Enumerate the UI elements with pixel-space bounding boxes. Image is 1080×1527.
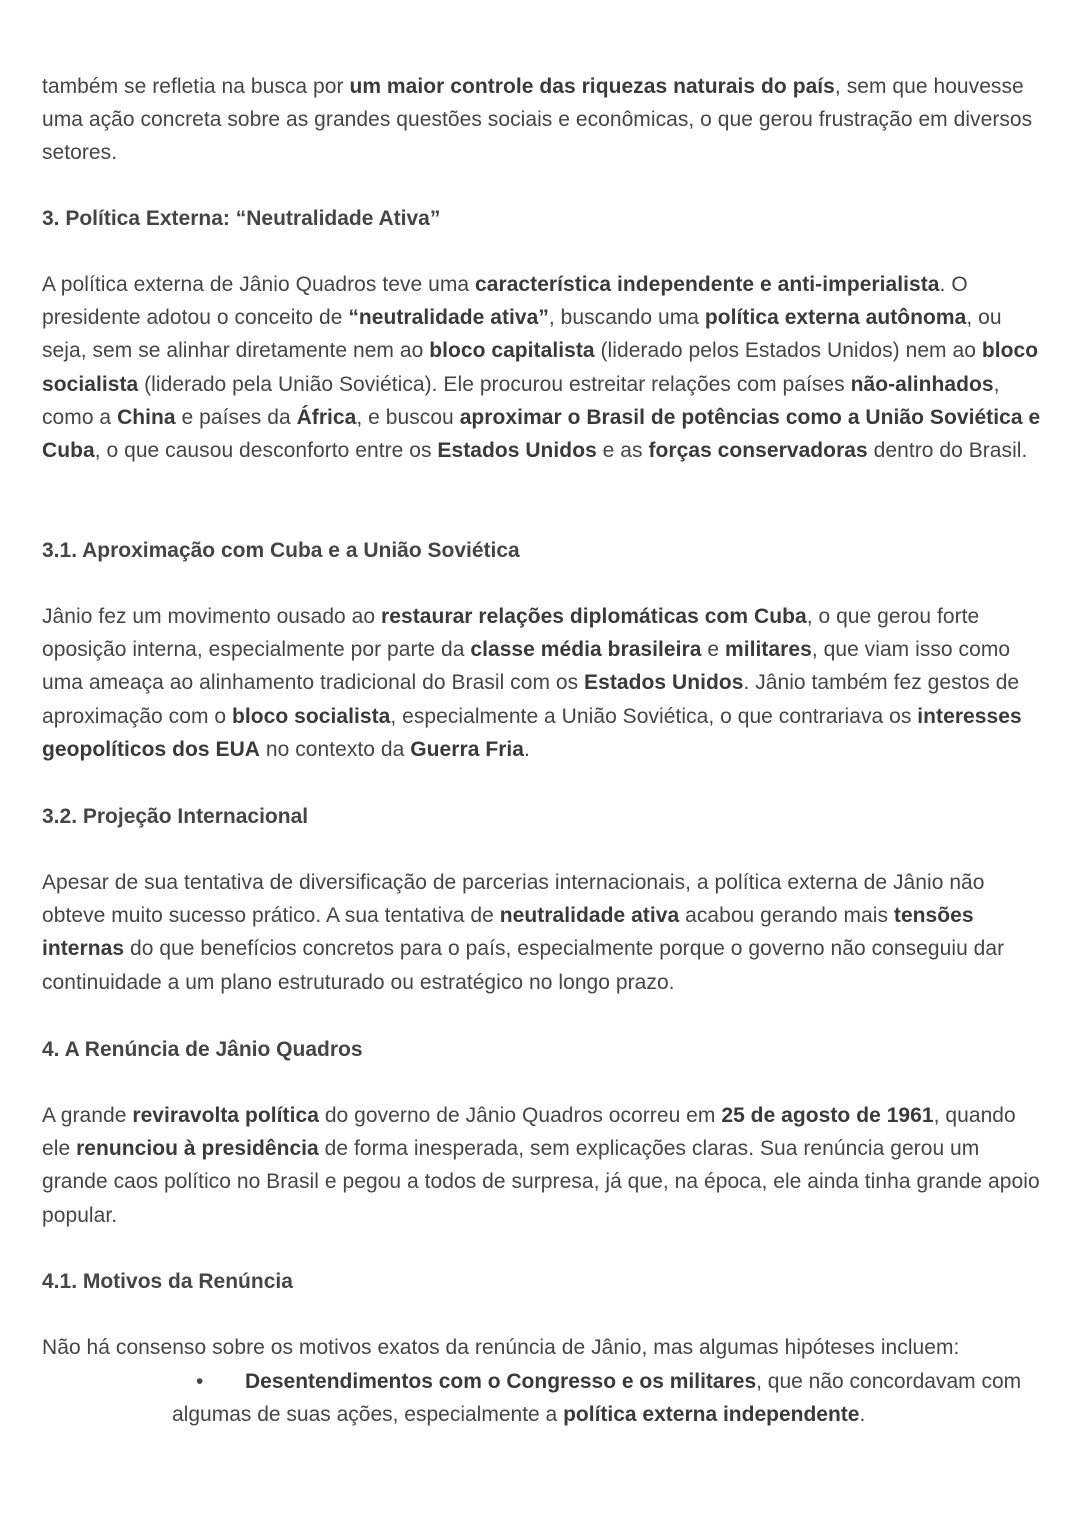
bold-text: tensões internas [42,904,974,961]
bold-text: restaurar relações diplomáticas com Cuba [381,605,807,628]
bold-text: África [296,405,357,429]
bold-text: Desentendimentos com o Congresso e os militares [245,1370,757,1393]
paragraph-cuba-ussr [42,600,1042,766]
bold-text: forças conservadoras [648,439,868,463]
bold-text: “neutralidade ativa” [348,306,549,330]
paragraph-resignation [42,1099,1042,1232]
bold-text: política externa independente [563,1403,860,1427]
section-heading-3-1: 3.1. Aproximação com Cuba e a União Soviética [42,539,520,562]
text: , que não concordavam com algumas de suas ações, especialmente a [172,1370,1022,1427]
bold-text: aproximar o Brasil de potências como a União Soviética e Cuba [42,405,1041,463]
bold-text: China [117,405,176,429]
text: dentro do Brasil. [867,439,1028,463]
text: Apesar de sua tentativa de diversificação de parcerias internacionais, a política externa de Jânio não obteve muito sucesso prático. A sua tentativa de [42,871,985,928]
section-heading-3-2: 3.2. Projeção Internacional [42,805,309,828]
bold-text: bloco capitalista [429,339,595,363]
text: A política externa de Jânio Quadros teve uma [42,273,476,296]
bold-text: bloco socialista [231,704,391,728]
text: (liderado pelos Estados Unidos) nem ao [594,339,982,363]
bold-text: bloco socialista [42,339,1039,396]
text: . Jânio também fez gestos de aproximação com o [42,671,1020,728]
text: do governo de Jânio Quadros ocorreu em [318,1104,722,1127]
section-heading-4-1: 4.1. Motivos da Renúncia [42,1270,293,1293]
text: no contexto da [260,737,411,761]
section-heading-3: 3. Política Externa: “Neutralidade Ativa” [42,207,441,230]
bold-text: classe média brasileira [470,638,702,662]
text: , e buscou [356,405,460,429]
text: . O presidente adotou o conceito de [42,273,968,330]
text: , o que causou desconforto entre os [94,439,438,463]
bold-text: política externa autônoma [704,306,967,330]
text: , ou seja, sem se alinhar diretamente nem ao [42,306,1002,363]
paragraph-foreign-policy [42,268,1042,467]
bullet-marker: • [196,1370,204,1393]
paragraph-motives-intro: Não há consenso sobre os motivos exatos da renúncia de Jânio, mas algumas hipóteses incluem: [42,1336,960,1359]
bold-text: não-alinhados [850,372,994,396]
bold-text: característica independente e anti-imperialista [475,273,940,296]
bold-text: neutralidade ativa [499,904,680,928]
text: de forma inesperada, sem explicações claras. Sua renúncia gerou um grande caos político no Brasil e pegou a todos de surpresa, já que, na época, ele ainda tinha grande apoio popular. [42,1137,1040,1227]
text: , especialmente a União Soviética, o que contrariava os [390,704,918,728]
text: , que viam isso como uma ameaça ao alinhamento tradicional do Brasil com os [42,638,1011,695]
bold-text: Estados Unidos [584,671,744,695]
list-item [172,1365,1042,1431]
text: (liderado pela União Soviética). Ele procurou estreitar relações com países [138,372,851,396]
text: e países da [175,405,297,429]
text: e [701,638,725,662]
bold-text: Guerra Fria [410,737,525,761]
text: , como a [42,372,1000,429]
text: , quando ele [42,1104,1016,1161]
text: , buscando uma [548,306,705,330]
text: , sem que houvesse uma ação concreta sobre as grandes questões sociais e econômicas, o que gerou frustração em diversos setores. [42,75,1033,165]
bold-text: interesses geopolíticos dos EUA [42,704,1022,761]
bold-text: um maior controle das riquezas naturais do país [349,75,835,98]
text: do que benefícios concretos para o país, especialmente porque o governo não conseguiu dar continuidade a um plano estruturado ou estratégico no longo prazo. [42,937,1005,994]
bold-text: Estados Unidos [437,439,597,463]
text: . [524,737,530,761]
paragraph-intro-continuation [42,70,1042,170]
bold-text: 25 de agosto de 1961 [721,1104,934,1127]
text: . [859,1403,866,1427]
bold-text: reviravolta política [132,1104,319,1127]
paragraph-international-projection [42,866,1042,999]
section-heading-4: 4. A Renúncia de Jânio Quadros [42,1038,363,1061]
text: A grande [42,1104,133,1127]
bold-text: militares [725,638,812,662]
text: , o que gerou forte oposição interna, especialmente por parte da [42,605,980,662]
text: também se refletia na busca por [42,75,350,98]
text: e as [596,439,649,463]
bold-text: renunciou à presidência [76,1137,319,1161]
text: acabou gerando mais [679,904,894,928]
text: Jânio fez um movimento ousado ao [42,605,382,628]
